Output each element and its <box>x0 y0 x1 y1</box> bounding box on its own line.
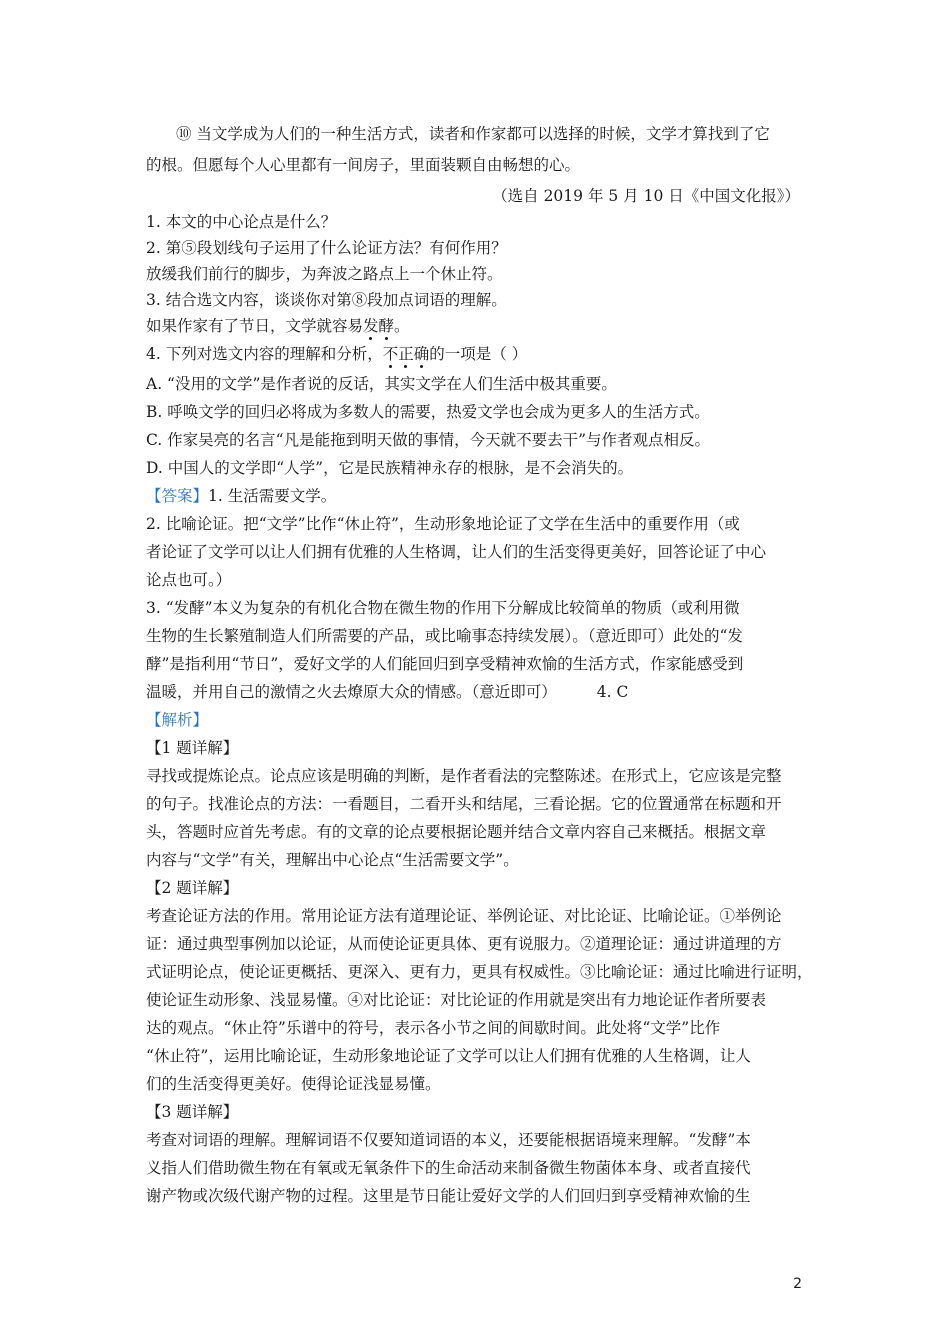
passage-paragraph-10-line2: 的根。但愿每个人心里都有一间房子，里面装颗自由畅想的心。 <box>146 156 581 174</box>
analysis-heading-3: 【3 题详解】 <box>146 1103 239 1121</box>
question-2: 2. 第⑤段划线句子运用了什么论证方法？有何作用？ <box>146 239 507 257</box>
answer-3-text: 温暖，并用自己的激情之火去燎原大众的情感。（意近即可） <box>146 683 557 701</box>
question-3: 3. 结合选文内容，谈谈你对第⑧段加点词语的理解。 <box>146 291 507 309</box>
answer-3-line3: 酵”是指利用“节日”，爱好文学的人们能回归到享受精神欢愉的生活方式，作家能感受到 <box>146 655 744 673</box>
analysis-1-line4: 内容与“文学”有关，理解出中心论点“生活需要文学”。 <box>146 851 519 869</box>
analysis-2-line1: 考查论证方法的作用。常用论证方法有道理论证、举例论证、对比论证、比喻论证。①举例论 <box>146 907 782 925</box>
analysis-2-line4: 使论证生动形象、浅显易懂。④对比论证：对比论证的作用就是突出有力地论证作者所要表 <box>146 991 767 1009</box>
quote-end: 。 <box>394 317 410 335</box>
answer-label: 【答案】 <box>146 487 209 505</box>
option-a: A. “没用的文学”是作者说的反话，其实文学在人们生活中极其重要。 <box>146 375 617 393</box>
answer-3-line1: 3. “发酵”本义为复杂的有机化合物在微生物的作用下分解成比较简单的物质（或利用微 <box>146 599 740 617</box>
question-4-text: 4. 下列对选文内容的理解和分析， <box>146 345 383 363</box>
analysis-2-line6: “休止符”，运用比喻论证，生动形象地论证了文学可以让人们拥有优雅的人生格调，让人 <box>146 1047 751 1065</box>
analysis-2-line5: 达的观点。“休止符”乐谱中的符号，表示各小节之间的间歇时间。此处将“文学”比作 <box>146 1019 721 1037</box>
question-2-quote: 放缓我们前行的脚步，为奔波之路点上一个休止符。 <box>146 265 503 283</box>
page-number: 2 <box>793 1276 802 1292</box>
answer-2-line2: 者论证了文学可以让人们拥有优雅的人生格调，让人们的生活变得更美好，回答论证了中心 <box>146 543 767 561</box>
option-b: B. 呼唤文学的回归必将成为多数人的需要，热爱文学也会成为更多人的生活方式。 <box>146 403 710 421</box>
passage-paragraph-10-line1: ⑩ 当文学成为人们的一种生活方式，读者和作家都可以选择的时候，文学才算找到了它 <box>176 125 770 143</box>
analysis-heading-2: 【2 题详解】 <box>146 879 239 897</box>
dotted-word-char: 发 <box>363 317 379 335</box>
analysis-2-line3: 式证明论点，使论证更概括、更深入、更有力，更具有权威性。③比喻论证：通过比喻进行证明， <box>146 963 813 981</box>
dotted-char: 正 <box>398 345 414 363</box>
option-d: D. 中国人的文学即“人学”，它是民族精神永存的根脉，是不会消失的。 <box>146 459 634 477</box>
analysis-1-line2: 的句子。找准论点的方法：一看题目，二看开头和结尾，三看论据。它的位置通常在标题和开 <box>146 795 782 813</box>
question-4-blank: 的一项是（ ） <box>429 345 528 363</box>
analysis-2-line7: 们的生活变得更美好。使得论证浅显易懂。 <box>146 1075 441 1093</box>
analysis-2-line2: 证：通过典型事例加以论证，从而使论证更具体、更有说服力。②道理论证：通过讲道理的方 <box>146 935 782 953</box>
answer-4: 4. C <box>596 683 629 701</box>
question-1: 1. 本文的中心论点是什么？ <box>146 213 337 231</box>
dotted-word-char: 酵 <box>378 317 395 335</box>
analysis-heading-1: 【1 题详解】 <box>146 739 239 757</box>
question-3-quote <box>146 316 410 336</box>
analysis-1-line3: 头，答题时应首先考虑。有的文章的论点要根据论题并结合文章内容自己来概括。根据文章 <box>146 823 767 841</box>
analysis-3-line2: 义指人们借助微生物在有氧或无氧条件下的生命活动来制备微生物菌体本身、或者直接代 <box>146 1159 751 1177</box>
answer-3-line2: 生物的生长繁殖制造人们所需要的产品，或比喻事态持续发展）。（意近即可）此处的“发 <box>146 627 743 645</box>
answer-2-line3: 论点也可。） <box>146 571 232 589</box>
analysis-3-line3: 谢产物或次级代谢产物的过程。这里是节日能让爱好文学的人们回归到享受精神欢愉的生 <box>146 1187 751 1205</box>
quote-text: 如果作家有了节日，文学就容易 <box>146 317 364 335</box>
answer-3-line4 <box>146 682 628 702</box>
answer-1: 1. 生活需要文学。 <box>208 487 337 505</box>
passage-source: （选自 2019 年 5 月 10 日《中国文化报》） <box>492 187 800 205</box>
option-c: C. 作家吴亮的名言“凡是能拖到明天做的事情，今天就不要去干”与作者观点相反。 <box>146 431 711 449</box>
question-4 <box>146 344 527 364</box>
answer-1-line <box>146 486 336 506</box>
answer-2-line1: 2. 比喻论证。把“文学”比作“休止符”，生动形象地论证了文学在生活中的重要作用（或 <box>146 515 740 533</box>
analysis-label: 【解析】 <box>146 711 209 729</box>
dotted-char: 确 <box>413 345 430 363</box>
analysis-3-line1: 考查对词语的理解。理解词语不仅要知道词语的本义，还要能根据语境来理解。“发酵”本 <box>146 1131 751 1149</box>
dotted-char: 不 <box>382 345 399 363</box>
analysis-1-line1: 寻找或提炼论点。论点应该是明确的判断，是作者看法的完整陈述。在形式上，它应该是完整 <box>146 767 782 785</box>
